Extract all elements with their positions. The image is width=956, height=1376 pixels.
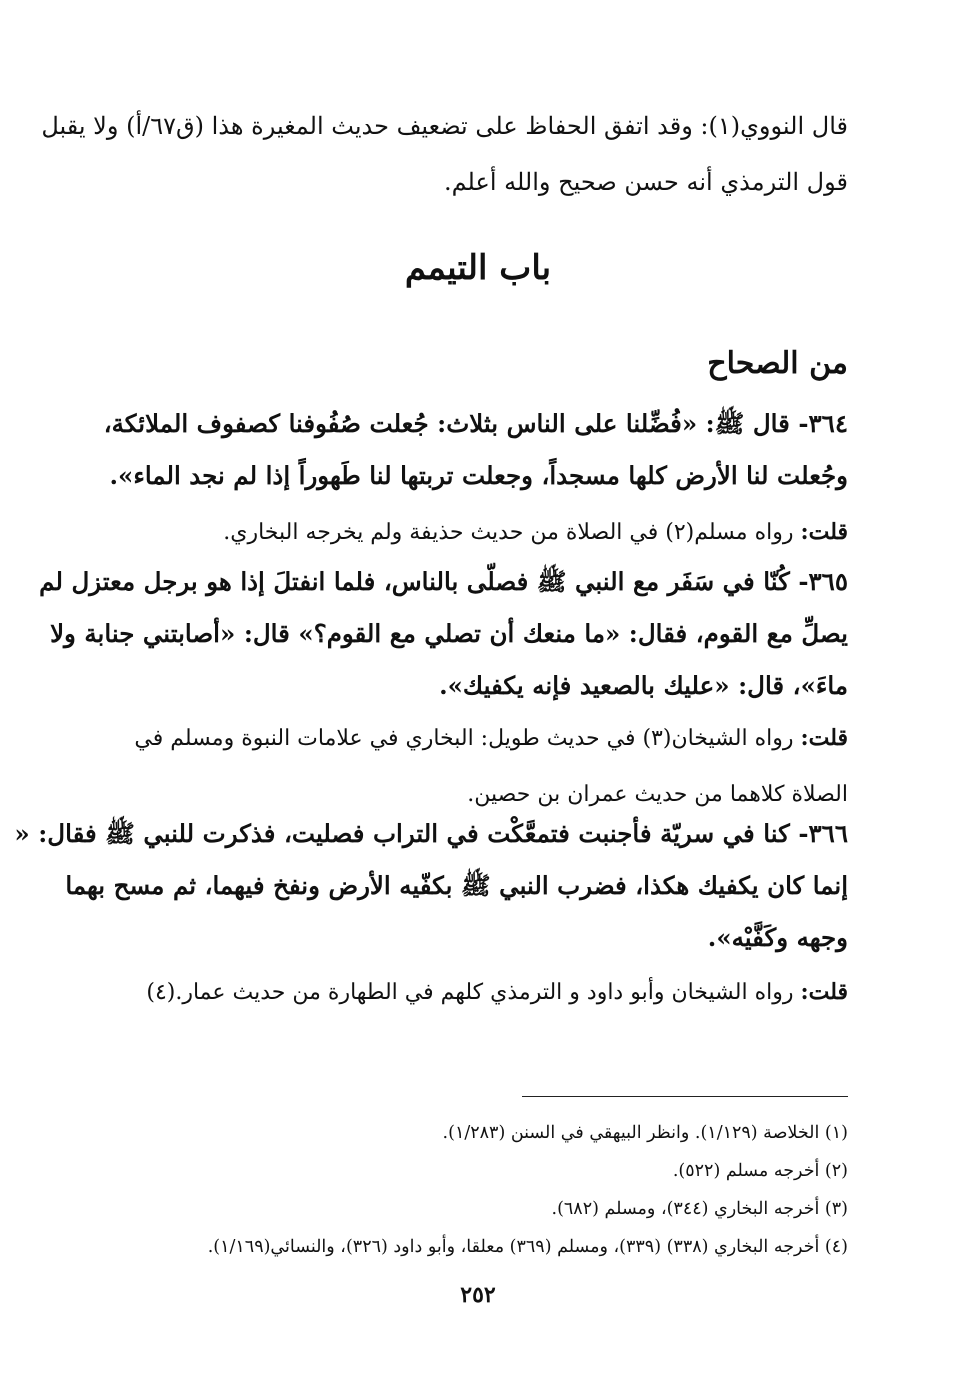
footnote: (٤) أخرجه البخاري (٣٣٨) (٣٣٩)، ومسلم (٣٦٩) معلقا، وأبو داود (٣٢٦)، والنسائي(١/١٦٩). bbox=[207, 1237, 848, 1257]
footnote: (٢) أخرجه مسلم (٥٢٢). bbox=[672, 1161, 848, 1181]
footnote: (١) الخلاصة (١/١٢٩). وانظر البيهقي في السنن (١/٢٨٣). bbox=[442, 1123, 848, 1143]
hadith-366 bbox=[14, 808, 848, 964]
intro-line: قال النووي(١): وقد اتفق الحفاظ على تضعيف حديث المغيرة هذا (ق٦٧/أ) ولا يقبل bbox=[41, 112, 848, 140]
hadith-line: يصلِّ مع القوم، فقال: «ما منعك أن تصلي مع القوم؟» قال: «أصابتني جنابة ولا bbox=[50, 619, 848, 648]
intro-line: قول الترمذي أنه حسن صحيح والله أعلم. bbox=[443, 168, 848, 196]
footnote-separator bbox=[522, 1096, 848, 1097]
hadith-line: ٣٦٤- قال ﷺ: «فُضِّلنا على الناس بثلاث: جُعلت صُفُوفنا كصفوف الملائكة، bbox=[103, 409, 848, 438]
footnotes bbox=[208, 1114, 848, 1266]
commentary-label: قلت: bbox=[800, 979, 848, 1005]
commentary-label: قلت: bbox=[800, 725, 848, 751]
commentary-label: قلت: bbox=[800, 519, 848, 545]
commentary-line bbox=[82, 504, 848, 561]
hadith-line: وجهه وكَفَّيْه». bbox=[707, 923, 848, 952]
hadith-365 bbox=[39, 556, 848, 712]
hadith-line: ٣٦٥- كُنّا في سَفَر مع النبي ﷺ فصلّى بالناس، فلما انفتلَ إذا هو برجل معتزل لم bbox=[39, 567, 848, 596]
commentary-365 bbox=[82, 710, 848, 823]
hadith-line: وجُعلت لنا الأرض كلها مسجداً، وجعلت تربتها لنا طَهوراً إذا لم نجد الماء». bbox=[109, 461, 848, 490]
commentary-text: رواه الشيخان(٣) في حديث طويل: البخاري في علامات النبوة ومسلم في bbox=[134, 726, 794, 751]
commentary-line bbox=[82, 710, 848, 767]
intro-paragraph bbox=[41, 98, 848, 210]
commentary-364 bbox=[82, 504, 848, 561]
commentary-text: رواه مسلم(٢) في الصلاة من حديث حذيفة ولم يخرجه البخاري. bbox=[223, 520, 794, 545]
commentary-366 bbox=[82, 964, 848, 1021]
chapter-title: باب التيمم bbox=[404, 248, 552, 288]
section-title: من الصحاح bbox=[707, 346, 848, 381]
page-number: ٢٥٢ bbox=[460, 1282, 496, 1308]
footnote: (٣) أخرجه البخاري (٣٤٤)، ومسلم (٦٨٢). bbox=[551, 1199, 848, 1219]
commentary-text: رواه الشيخان وأبو داود و الترمذي كلهم في الطهارة من حديث عمار.(٤) bbox=[146, 980, 794, 1005]
hadith-364 bbox=[82, 398, 848, 502]
commentary-line: الصلاة كلاهما من حديث عمران بن حصين. bbox=[467, 782, 848, 807]
hadith-line: ٣٦٦- كنا في سريّة فأجنبت فتمعَّكْت في التراب فصليت، فذكرت للنبي ﷺ فقال: « bbox=[14, 819, 848, 848]
hadith-line: ماءَ»، قال: «عليك بالصعيد فإنه يكفيك». bbox=[439, 671, 848, 700]
hadith-line: إنما كان يكفيك هكذا، فضرب النبي ﷺ بكفّيه الأرض ونفخ فيهما، ثم مسح بهما bbox=[65, 871, 848, 900]
commentary-line bbox=[82, 964, 848, 1021]
